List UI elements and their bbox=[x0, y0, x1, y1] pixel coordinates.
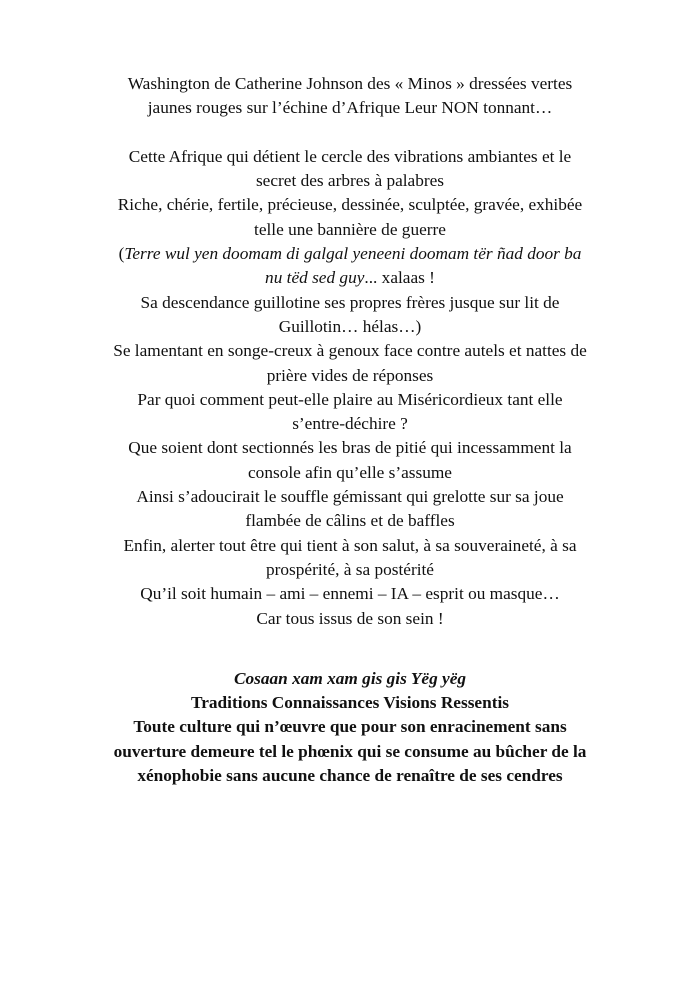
poem-line: console afin qu’elle s’assume bbox=[248, 462, 452, 482]
poem-line: telle une bannière de guerre bbox=[254, 219, 446, 239]
subtitle: Traditions Connaissances Visions Ressentis bbox=[190, 693, 509, 713]
poem-line: Riche, chérie, fertile, précieuse, dessinée, sculptée, gravée, exhibée bbox=[117, 195, 583, 215]
closing-line: ouverture demeure tel le phœnix qui se consume au bûcher de la bbox=[113, 741, 587, 761]
poem-line: Par quoi comment peut-elle plaire au Miséricordieux tant elle bbox=[137, 389, 563, 409]
poem-line: Qu’il soit humain – ami – ennemi – IA – esprit ou masque… bbox=[140, 584, 560, 604]
poem-line: prière vides de réponses bbox=[266, 365, 434, 385]
poem-line: Car tous issus de son sein ! bbox=[256, 608, 444, 628]
wolof-text: nu tëd sed guy bbox=[265, 268, 365, 288]
poem-line: Sa descendance guillotine ses propres frères jusque sur lit de bbox=[140, 292, 560, 312]
poem-page bbox=[60, 72, 640, 788]
poem-line: Enfin, alerter tout être qui tient à son salut, à sa souveraineté, à sa bbox=[123, 535, 577, 555]
poem-line: Guillotin… hélas…) bbox=[278, 316, 422, 336]
poem-line: Washington de Catherine Johnson des « Minos » dressées vertes bbox=[127, 74, 573, 93]
poem-line: flambée de câlins et de baffles bbox=[245, 511, 455, 531]
stanza-break bbox=[60, 631, 640, 667]
closing-line: xénophobie sans aucune chance de renaître de ses cendres bbox=[137, 766, 563, 786]
stanza-2 bbox=[60, 145, 640, 631]
wolof-line bbox=[60, 242, 640, 266]
closing-line: Toute culture qui n’œuvre que pour son enracinement sans bbox=[133, 717, 567, 737]
wolof-tail: ... xalaas ! bbox=[364, 268, 435, 288]
wolof-line bbox=[60, 266, 640, 290]
poem-line: Ainsi s’adoucirait le souffle gémissant qui grelotte sur sa joue bbox=[136, 487, 564, 507]
wolof-text: Terre wul yen doomam di galgal yeneeni doomam tër ñad door ba bbox=[124, 244, 582, 264]
poem-line: Se lamentant en songe-creux à genoux face contre autels et nattes de bbox=[113, 341, 587, 361]
stanza-break bbox=[60, 121, 640, 145]
poem-line: s’entre-déchire ? bbox=[292, 414, 408, 434]
closing-block bbox=[60, 667, 640, 788]
poem-line: prospérité, à sa postérité bbox=[266, 559, 434, 579]
poem-line: Cette Afrique qui détient le cercle des vibrations ambiantes et le bbox=[128, 146, 572, 166]
poem-line: secret des arbres à palabres bbox=[255, 171, 445, 191]
motto: Cosaan xam xam gis gis Yëg yëg bbox=[233, 668, 467, 688]
stanza-1 bbox=[60, 72, 640, 121]
poem-line: jaunes rouges sur l’échine d’Afrique Leur NON tonnant… bbox=[147, 98, 553, 118]
poem-line: Que soient dont sectionnés les bras de pitié qui incessamment la bbox=[128, 438, 572, 458]
paren-open: ( bbox=[118, 244, 125, 264]
